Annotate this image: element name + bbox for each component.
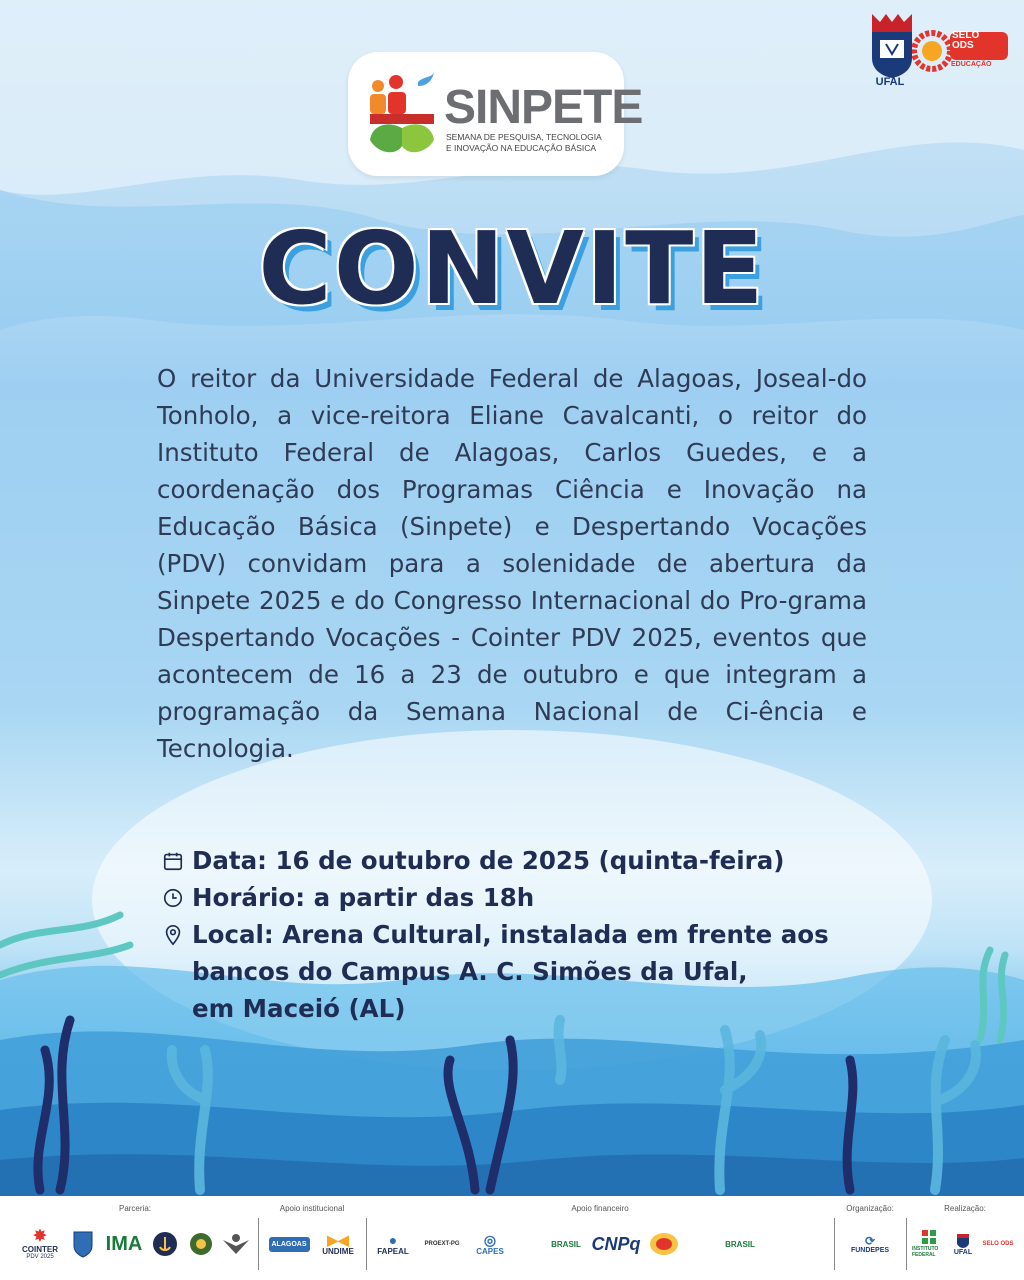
navy-emblem-icon (150, 1226, 180, 1262)
event-place (160, 916, 880, 1027)
organizacao-label: Organização: (846, 1204, 894, 1213)
pop-ciencia-icon (646, 1226, 682, 1262)
ifal-label: INSTITUTO FEDERAL (912, 1246, 939, 1258)
calendar-icon (160, 842, 186, 879)
apoio-financeiro-group (370, 1202, 830, 1278)
ufal-label: UFAL (875, 76, 905, 88)
selo-ods-label-2: ODS (952, 40, 974, 51)
proext-logo: PROEXT-PG (424, 1241, 460, 1247)
event-place-line-2: bancos do Campus A. C. Simões da Ufal, (192, 957, 748, 986)
event-time-text: Horário: a partir das 18h (192, 883, 535, 912)
event-place-text (186, 916, 829, 1027)
ufal-footer-label: UFAL (953, 1248, 973, 1256)
sinpete-wordmark: SINPETE (444, 81, 643, 134)
sponsors-footer (0, 1196, 1024, 1280)
event-info (160, 842, 880, 1027)
footer-divider (906, 1218, 907, 1270)
selo-ods-label (952, 31, 979, 51)
undime-icon: ▶◀ (327, 1231, 349, 1248)
fundepes-logo (838, 1226, 902, 1262)
selo-ods-label-1: SELO (952, 30, 980, 41)
cointer-star-icon: ✸ (33, 1227, 47, 1245)
sinpete-logo (348, 52, 643, 176)
ifal-logo (912, 1226, 946, 1262)
ima-logo: IMA (105, 1232, 143, 1255)
air-force-emblem-icon (218, 1226, 254, 1262)
event-date-text: Data: 16 de outubro de 2025 (quinta-feira) (192, 846, 785, 875)
alagoas-label: ALAGOAS (269, 1237, 310, 1252)
fapeal-label: FAPEAL (377, 1246, 409, 1256)
footer-divider (834, 1218, 835, 1270)
cointer-label: COINTER (22, 1244, 58, 1254)
cointer-sub-label: PDV 2025 (26, 1253, 54, 1260)
army-emblem-icon (186, 1226, 216, 1262)
brasil-gov-logo: BRASIL (725, 1239, 755, 1249)
footer-divider (366, 1218, 367, 1270)
parceria-label: Parceria: (118, 1204, 151, 1213)
sinpete-emblem-icon (366, 68, 438, 160)
organizacao-group (838, 1202, 902, 1278)
apoio-financeiro-label: Apoio financeiro (571, 1204, 629, 1213)
fapeal-icon: ● (388, 1231, 398, 1248)
fundepes-label: FUNDEPES (850, 1246, 890, 1254)
sinpete-subtitle-line-1: SEMANA DE PESQUISA, TECNOLOGIA (446, 132, 602, 142)
event-place-line-3: em Maceió (AL) (192, 994, 406, 1023)
apoio-institucional-label: Apoio institucional (279, 1204, 345, 1213)
realizacao-group (910, 1202, 1020, 1278)
ifal-icon (922, 1230, 936, 1246)
realizacao-label: Realização: (944, 1204, 986, 1213)
cointer-logo (18, 1226, 62, 1262)
ufal-footer-crest-icon (956, 1233, 970, 1249)
capes-logo (470, 1226, 510, 1262)
event-time (160, 879, 880, 916)
brasil-logo: BRASIL (551, 1239, 581, 1249)
selo-ods-footer-logo: SELO ODS (982, 1241, 1014, 1247)
capes-icon: ◎ (483, 1231, 497, 1248)
event-place-line-1: Local: Arena Cultural, instalada em frente aos (192, 920, 829, 949)
alagoas-logo (266, 1226, 312, 1262)
page-title: CONVITE (258, 210, 766, 327)
selo-ods-education: EDUCAÇÃO (951, 61, 992, 68)
cnpq-logo: CNPq (591, 1233, 641, 1254)
maceio-crest-icon (68, 1226, 98, 1262)
ufal-footer-logo (948, 1226, 978, 1262)
sinpete-subtitle-line-2: E INOVAÇÃO NA EDUCAÇÃO BÁSICA (446, 143, 597, 153)
event-date (160, 842, 880, 879)
undime-label: UNDIME (322, 1246, 354, 1256)
capes-label: CAPES (476, 1246, 504, 1256)
location-pin-icon (160, 916, 186, 953)
clock-icon (160, 879, 186, 916)
apoio-institucional-group (262, 1202, 362, 1278)
sinpete-subtitle (446, 132, 626, 154)
undime-logo (316, 1226, 360, 1262)
parceria-group (10, 1202, 260, 1278)
invitation-text: O reitor da Universidade Federal de Alagoas, Joseal-do Tonholo, a vice-reitora Eliane Cavalcanti, o reitor do Instituto Federal de Alagoas, Carlos Guedes, e a coordenação dos Programas Ciência e Inovação na Educação Básica (Sinpete) e Despertando Vocações (PDV) convidam para a solenidade de abertura da Sinpete 2025 e do Congresso Internacional do Pro-grama Despertando Vocações - Cointer PDV 2025, eventos que acontecem de 16 a 23 de outubro e que integram a programação da Semana Nacional de Ci-ência e Tecnologia. (157, 364, 867, 763)
fapeal-logo (372, 1226, 414, 1262)
footer-divider (258, 1218, 259, 1270)
fundepes-icon: ⟳ (864, 1233, 876, 1248)
